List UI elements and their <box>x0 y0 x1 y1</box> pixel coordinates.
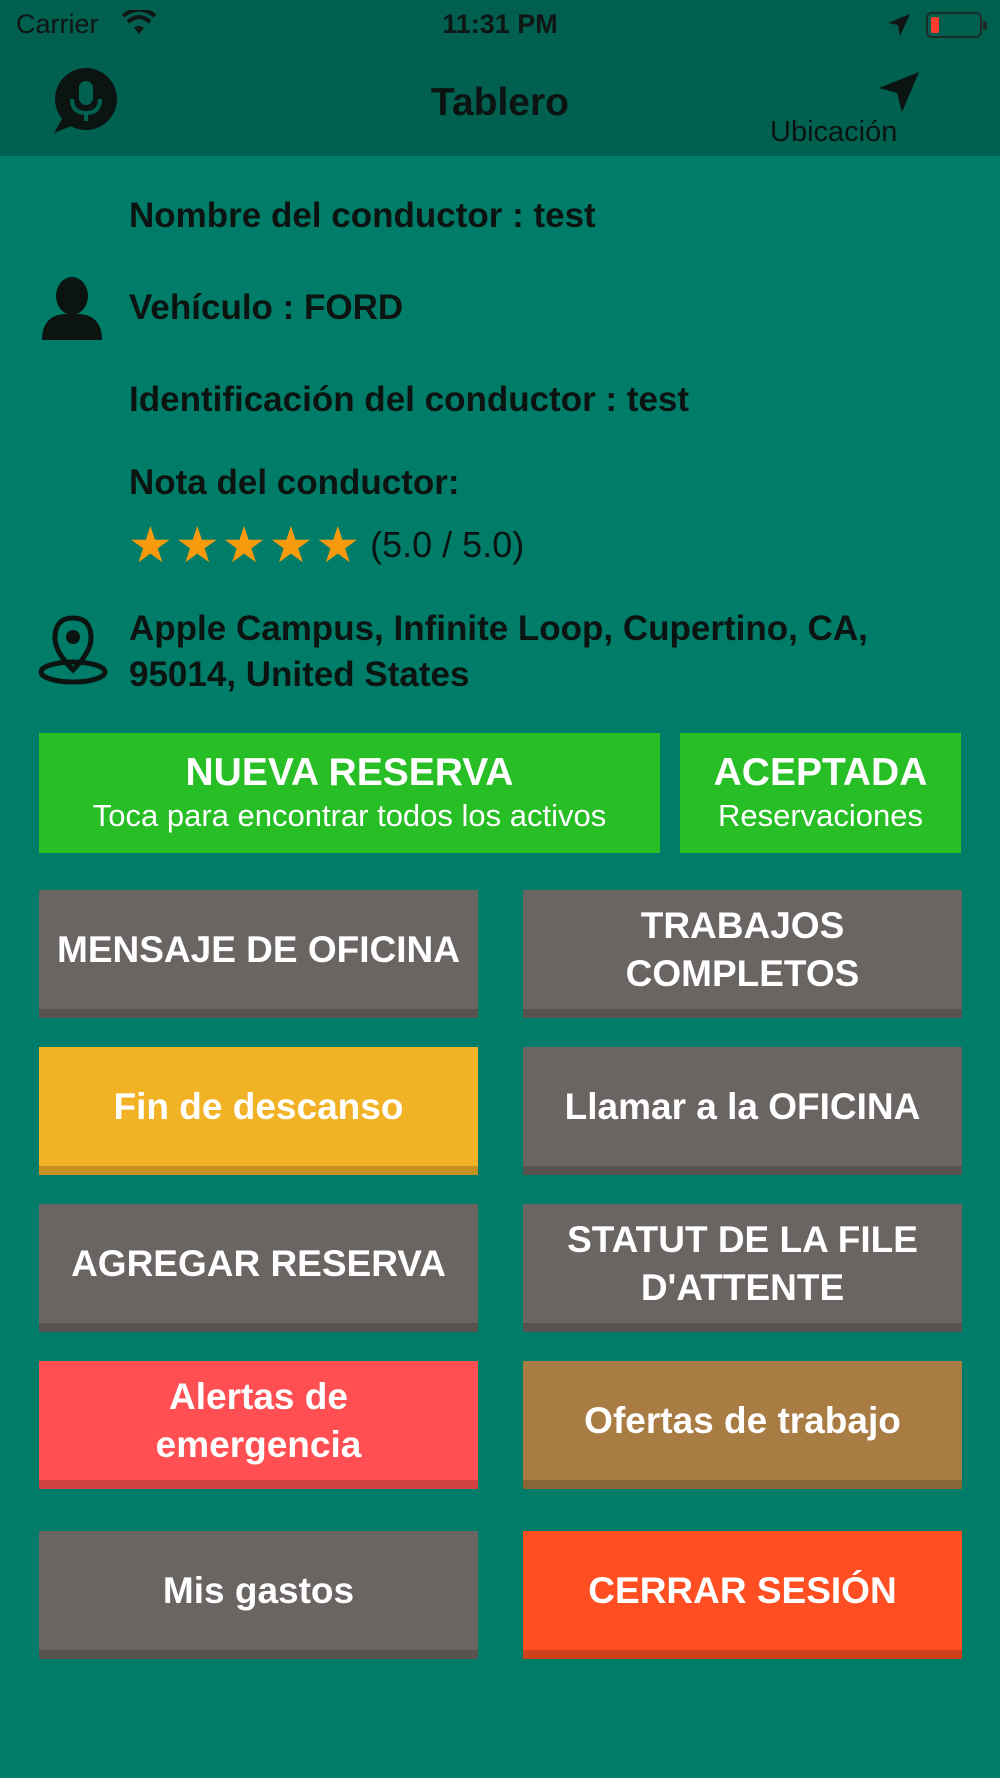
end-break-button[interactable]: Fin de descanso <box>39 1047 478 1175</box>
status-time: 11:31 PM <box>442 9 558 39</box>
navigation-arrow-icon[interactable] <box>877 70 921 119</box>
accepted-subtitle: Reservaciones <box>717 798 924 833</box>
my-expenses-button[interactable]: Mis gastos <box>39 1531 478 1659</box>
add-booking-button[interactable]: AGREGAR RESERVA <box>39 1204 478 1332</box>
emergency-alerts-button[interactable]: Alertas de emergencia <box>39 1361 478 1489</box>
nav-bar <box>0 50 1000 156</box>
job-offers-button[interactable]: Ofertas de trabajo <box>523 1361 962 1489</box>
logout-button[interactable]: CERRAR SESIÓN <box>523 1531 962 1659</box>
star-icon: ★ <box>268 517 314 573</box>
driver-id: Identificación del conductor : test <box>129 380 690 419</box>
rating-stars <box>128 518 524 572</box>
star-icon: ★ <box>221 517 267 573</box>
driver-name: Nombre del conductor : test <box>129 196 596 235</box>
driver-address: Apple Campus, Infinite Loop, Cupertino, CA, 95014, United States <box>129 609 868 694</box>
new-booking-button[interactable] <box>39 733 660 853</box>
new-booking-subtitle: Toca para encontrar todos los activos <box>92 798 607 833</box>
star-icon: ★ <box>128 517 173 573</box>
new-booking-title: NUEVA RESERVA <box>185 751 514 794</box>
location-arrow-icon <box>886 12 912 45</box>
status-bar <box>0 0 1000 50</box>
queue-status-button[interactable]: STATUT DE LA FILE D'ATTENTE <box>523 1204 962 1332</box>
user-icon <box>40 276 104 347</box>
accepted-bookings-button[interactable] <box>680 733 961 853</box>
page-title: Tablero <box>431 81 569 124</box>
location-button-label[interactable]: Ubicación <box>770 116 898 148</box>
rating-value: (5.0 / 5.0) <box>370 524 525 565</box>
accepted-title: ACEPTADA <box>713 751 928 794</box>
location-pin-icon <box>37 614 109 691</box>
star-icon: ★ <box>174 517 220 573</box>
battery-icon <box>926 12 982 38</box>
carrier-label: Carrier <box>16 9 99 39</box>
driver-rating-label: Nota del conductor: <box>129 463 460 502</box>
driver-vehicle: Vehículo : FORD <box>129 288 404 327</box>
office-message-button[interactable]: MENSAJE DE OFICINA <box>39 890 478 1018</box>
completed-jobs-button[interactable]: TRABAJOS COMPLETOS <box>523 890 962 1018</box>
star-icon: ★ <box>315 517 361 573</box>
call-office-button[interactable]: Llamar a la OFICINA <box>523 1047 962 1175</box>
